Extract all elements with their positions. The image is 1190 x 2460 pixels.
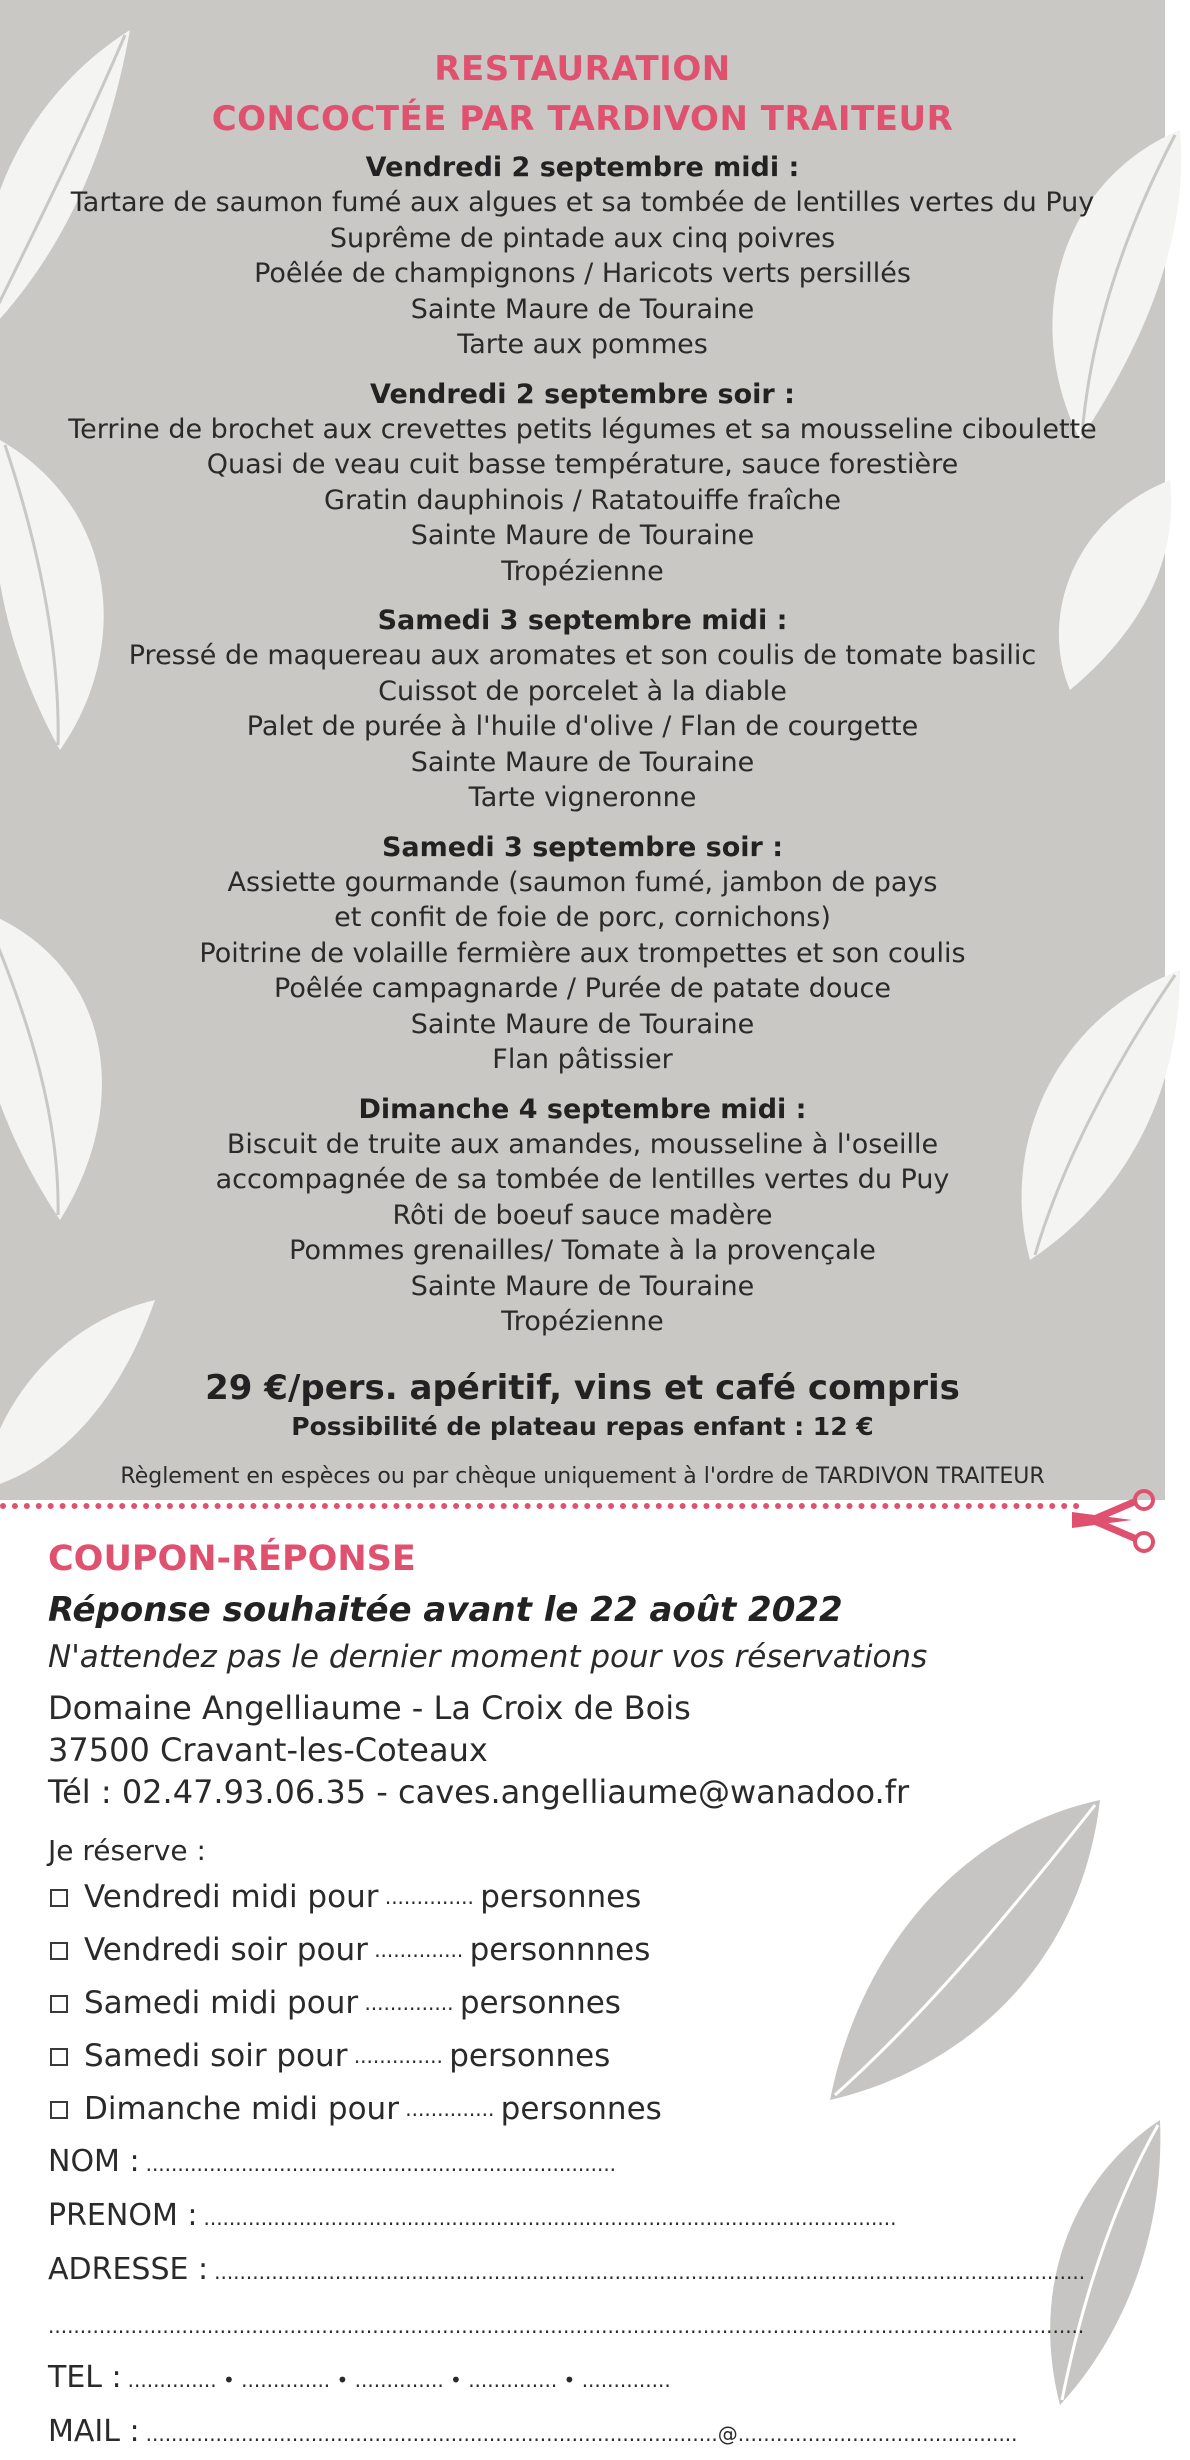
checkbox[interactable] [50,2048,68,2066]
day-heading: Dimanche 4 septembre midi : [358,1093,807,1125]
dish: Poitrine de volaille fermière aux trompettes et son coulis [199,937,966,969]
option-day: Samedi midi pour [84,1985,359,2021]
dish: Pommes grenailles/ Tomate à la provençale [289,1235,876,1266]
tel-field[interactable] [48,2352,1108,2406]
dish: Rôti de boeuf sauce madère [392,1199,773,1231]
dish: Tropézienne [501,1306,664,1337]
dish: Tarte aux pommes [457,329,708,360]
coupon-section [48,1535,1108,2460]
menu-content [0,44,1165,1492]
count-blank[interactable]: .............. [347,2044,450,2068]
dish: Poêlée de champignons / Haricots verts persillés [254,258,911,289]
count-blank[interactable]: .............. [378,1885,481,1909]
tel-blank[interactable]: .............. • .............. • .............. • .............. • .............. [127,2368,671,2392]
option-friday-evening[interactable] [48,1924,1108,1977]
option-sunday-lunch[interactable] [48,2083,1108,2136]
option-day: Dimanche midi pour [84,2091,399,2127]
tel-label: TEL : [48,2360,122,2395]
mail-blank[interactable]: ..........................................................................................@............................................ [145,2422,1018,2446]
prenom-label: PRENOM : [48,2198,198,2233]
dish: Flan pâtissier [492,1044,673,1075]
dotted-cut-line [0,1503,1080,1509]
day-block-friday-lunch [0,150,1165,363]
option-unit: personnes [449,2038,611,2074]
option-day: Vendredi midi pour [84,1879,379,1915]
day-heading: Samedi 3 septembre soir : [381,831,784,863]
dish: Sainte Maure de Touraine [410,520,755,551]
payment-line: Règlement en espèces ou par chèque uniquement à l'ordre de TARDIVON TRAITEUR [120,1463,1045,1489]
adresse-label: ADRESSE : [48,2252,209,2287]
dish: Sainte Maure de Touraine [410,746,755,778]
adresse-blank[interactable]: ......................................................................................................................................... [214,2260,1086,2284]
option-friday-lunch[interactable] [48,1871,1108,1924]
dish: Tartare de saumon fumé aux algues et sa tombée de lentilles vertes du Puy [70,187,1095,218]
dish: Palet de purée à l'huile d'olive / Flan de courgette [246,711,919,742]
checkbox[interactable] [50,1942,68,1960]
address-line: Domaine Angelliaume - La Croix de Bois [48,1689,691,1727]
option-unit: personnes [500,2091,662,2127]
option-unit: personnes [459,1985,621,2021]
mail-field[interactable] [48,2406,1108,2460]
child-option-line: Possibilité de plateau repas enfant : 12 € [291,1411,874,1441]
option-unit: personnes [480,1879,642,1915]
dish: Quasi de veau cuit basse température, sauce forestière [206,449,959,480]
dish: et confit de foie de porc, cornichons) [334,902,831,933]
coupon-title: COUPON-RÉPONSE [48,1539,416,1579]
count-blank[interactable]: .............. [367,1938,470,1962]
prenom-blank[interactable]: ............................................................................................................. [203,2206,897,2230]
option-unit: personnnes [469,1932,651,1968]
deadline-text: Réponse souhaitée avant le 22 août 2022 [48,1590,843,1630]
day-block-sunday-lunch [0,1092,1165,1340]
nom-blank[interactable]: .......................................................................... [145,2152,617,2176]
reserve-label: Je réserve : [48,1834,206,1867]
menu-title-line1: RESTAURATION [434,49,731,89]
checkbox[interactable] [50,2101,68,2119]
dish: Tarte vigneronne [468,782,697,813]
dish: Sainte Maure de Touraine [410,1008,755,1040]
count-blank[interactable]: .............. [358,1991,460,2015]
dish: Sainte Maure de Touraine [410,293,755,325]
count-blank[interactable]: .............. [398,2097,501,2121]
menu-title-line2: CONCOCTÉE PAR TARDIVON TRAITEUR [211,99,954,139]
day-block-friday-evening [0,377,1165,590]
dish: Cuissot de porcelet à la diable [378,675,787,707]
option-saturday-evening[interactable] [48,2030,1108,2083]
address-line: 37500 Cravant-les-Coteaux [48,1731,488,1769]
dish: Assiette gourmande (saumon fumé, jambon de pays [227,866,938,898]
price-line: 29 €/pers. apéritif, vins et café compris [205,1367,960,1408]
nom-label: NOM : [48,2144,140,2179]
dish: Suprême de pintade aux cinq poivres [329,222,836,254]
day-heading: Vendredi 2 septembre soir : [370,378,795,410]
prenom-field[interactable] [48,2190,1108,2244]
checkbox[interactable] [50,1889,68,1907]
option-saturday-lunch[interactable] [48,1977,1108,2030]
dish: Biscuit de truite aux amandes, mousseline à l'oseille [226,1128,939,1160]
adresse-field[interactable] [48,2244,1108,2298]
dish: Tropézienne [501,555,664,587]
day-block-saturday-lunch [0,603,1165,816]
adresse-field-line2[interactable] [48,2298,1108,2352]
day-heading: Vendredi 2 septembre midi : [365,152,800,183]
dish: Poêlée campagnarde / Purée de patate douce [274,973,891,1004]
dish: Pressé de maquereau aux aromates et son coulis de tomate basilic [128,640,1037,671]
reservation-note: N'attendez pas le dernier moment pour vos réservations [48,1639,928,1675]
address-line: Tél : 02.47.93.06.35 - caves.angelliaume@wanadoo.fr [48,1773,910,1811]
dish: Sainte Maure de Touraine [410,1270,755,1302]
mail-label: MAIL : [48,2414,140,2449]
option-day: Samedi soir pour [84,2038,348,2074]
nom-field[interactable] [48,2136,1108,2190]
dish: accompagnée de sa tombée de lentilles vertes du Puy [215,1164,950,1195]
day-block-saturday-evening [0,830,1165,1078]
adresse-blank-line2[interactable]: ................................................................................................................................................................... [48,2314,1085,2338]
day-heading: Samedi 3 septembre midi : [377,605,788,636]
checkbox[interactable] [50,1995,68,2013]
option-day: Vendredi soir pour [84,1932,368,1968]
dish: Terrine de brochet aux crevettes petits légumes et sa mousseline ciboulette [68,413,1097,445]
dish: Gratin dauphinois / Ratatouiffe fraîche [324,484,841,516]
